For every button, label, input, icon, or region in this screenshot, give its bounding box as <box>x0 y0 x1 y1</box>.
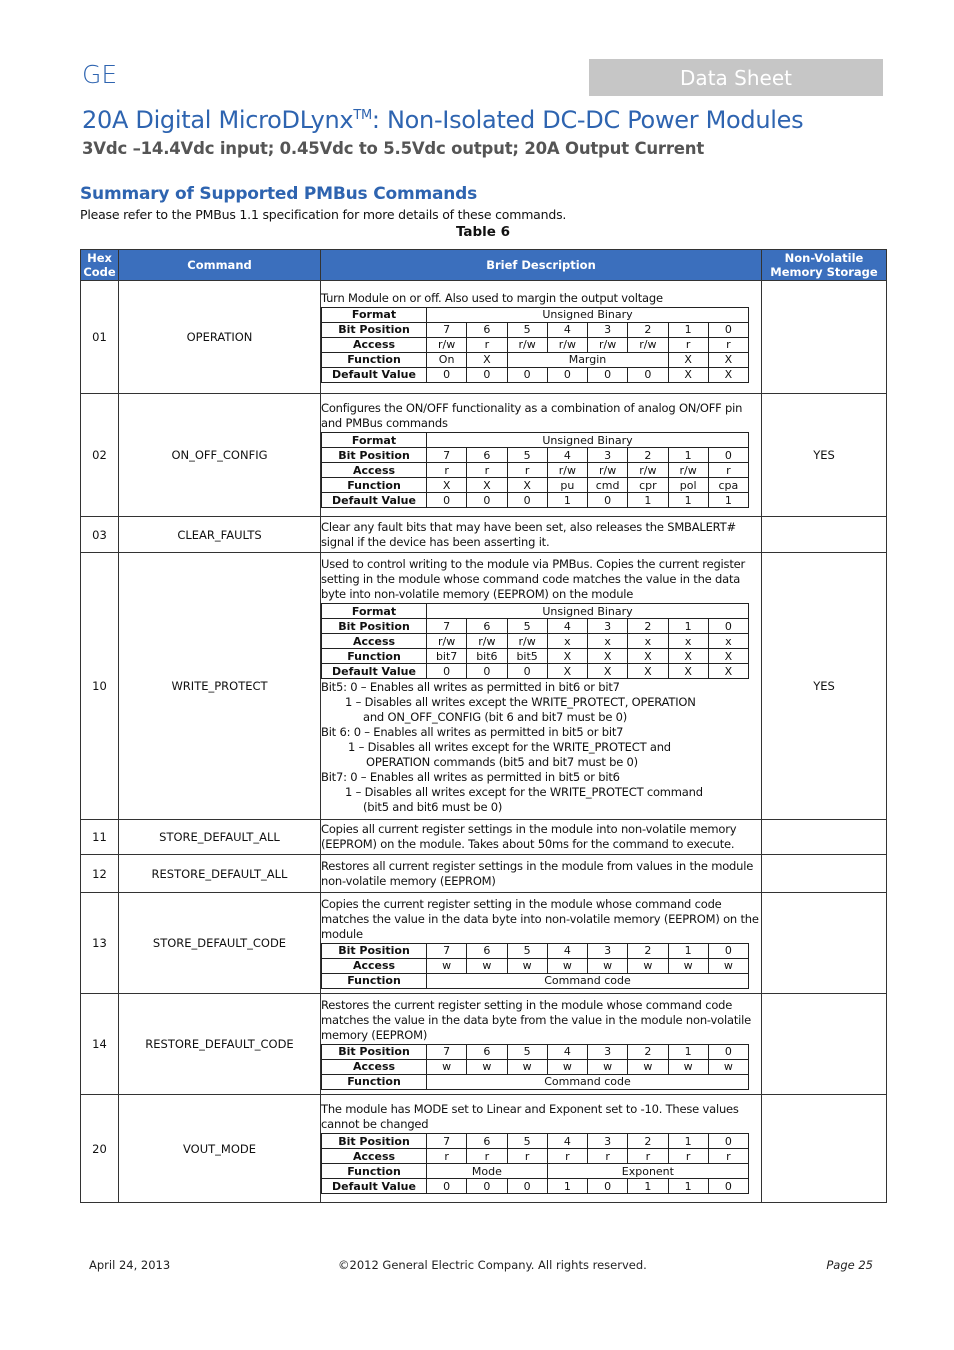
default-value-row <box>322 493 749 508</box>
bit-cell: 3 <box>588 619 628 634</box>
bit-cell: 5 <box>507 619 547 634</box>
bit-cell: r <box>467 463 507 478</box>
bit-cell: 5 <box>507 1134 547 1149</box>
footer-page-number: Page 25 <box>826 1258 873 1272</box>
bit-cell: 1 <box>547 1179 587 1194</box>
bit-cell: 7 <box>427 448 467 463</box>
bit-position-row <box>322 1134 749 1149</box>
hex-code: 13 <box>81 893 119 994</box>
bit-cell: 2 <box>628 619 668 634</box>
bit-cell: 0 <box>588 1179 628 1194</box>
bit-cell: 6 <box>467 943 507 958</box>
bit-cell: r/w <box>427 634 467 649</box>
table-caption: Table 6 <box>455 224 511 240</box>
bit-cell: 0 <box>427 1179 467 1194</box>
table-row <box>81 281 887 394</box>
row-label: Default Value <box>322 1179 427 1194</box>
header-hex-code: Hex Code <box>81 250 119 281</box>
bit-cell: X <box>708 352 748 367</box>
description-text: Clear any fault bits that may have been set, also releases the SMBALERT# signal if the device has been asserting it. <box>321 519 736 549</box>
bit-cell: 5 <box>507 1044 547 1059</box>
default-value-row <box>322 367 749 382</box>
bit-cell: 6 <box>467 1134 507 1149</box>
table-row <box>81 553 887 820</box>
bit-cell: x <box>547 634 587 649</box>
row-label: Access <box>322 1149 427 1164</box>
bit-table <box>321 432 749 508</box>
bit-cell: 2 <box>628 1134 668 1149</box>
bit-cell: 0 <box>467 493 507 508</box>
bit-cell: 6 <box>467 322 507 337</box>
hex-code: 12 <box>81 855 119 893</box>
bit-cell: r <box>708 337 748 352</box>
note-line: Bit7: 0 – Enables all writes as permitted in bit5 or bit6 <box>321 770 620 784</box>
bit-cell: 7 <box>427 322 467 337</box>
row-label: Format <box>322 604 427 619</box>
format-value: Unsigned Binary <box>427 307 749 322</box>
nvm-storage: YES <box>762 394 887 517</box>
bit-cell: X <box>668 664 708 679</box>
row-label: Default Value <box>322 493 427 508</box>
bit-cell: 4 <box>547 322 587 337</box>
bit-cell: X <box>708 664 748 679</box>
bit-cell: 0 <box>427 367 467 382</box>
bit-cell: 4 <box>547 1044 587 1059</box>
brief-description <box>321 820 762 855</box>
bit-cell: 2 <box>628 1044 668 1059</box>
bit-cell: r <box>628 1149 668 1164</box>
description-text: Copies all current register settings in the module into non-volatile memory (EEPROM) on the module. Takes about 50ms for the command to execute. <box>321 822 737 851</box>
bit-cell: 0 <box>467 367 507 382</box>
bit-table <box>321 1133 749 1194</box>
command-name: STORE_DEFAULT_CODE <box>119 893 321 994</box>
bit-cell: r/w <box>467 634 507 649</box>
hex-code: 02 <box>81 394 119 517</box>
access-row <box>322 1149 749 1164</box>
row-label: Bit Position <box>322 448 427 463</box>
bit-cell: 7 <box>427 1044 467 1059</box>
bit-cell: r <box>588 1149 628 1164</box>
bit-cell: 5 <box>507 448 547 463</box>
footer-date: April 24, 2013 <box>89 1258 171 1272</box>
bit-cell: r <box>467 1149 507 1164</box>
bit-cell: 1 <box>668 322 708 337</box>
bit-cell: w <box>507 1059 547 1074</box>
bit-cell: r/w <box>588 337 628 352</box>
table-header-row <box>81 250 887 281</box>
table-row <box>81 855 887 893</box>
bit-position-row <box>322 1044 749 1059</box>
table-row <box>81 1095 887 1203</box>
header-non-volatile: Non-Volatile Memory Storage <box>762 250 887 281</box>
bit-cell: x <box>588 634 628 649</box>
command-name: VOUT_MODE <box>119 1095 321 1203</box>
brief-description <box>321 281 762 394</box>
bit-cell: cpa <box>708 478 748 493</box>
nvm-storage <box>762 820 887 855</box>
bit-cell: w <box>708 958 748 973</box>
access-row <box>322 1059 749 1074</box>
bit-cell: 0 <box>708 1044 748 1059</box>
bit-cell: r <box>507 463 547 478</box>
nvm-storage <box>762 281 887 394</box>
bit-cell: X <box>547 649 587 664</box>
row-label: Bit Position <box>322 1134 427 1149</box>
bit-cell: 0 <box>708 1179 748 1194</box>
row-label: Bit Position <box>322 322 427 337</box>
description-text: Turn Module on or off. Also used to margin the output voltage <box>321 290 663 305</box>
bit-cell: w <box>467 1059 507 1074</box>
default-value-row <box>322 664 749 679</box>
bit-cell: 0 <box>588 493 628 508</box>
bit-cell: 3 <box>588 1134 628 1149</box>
function-row <box>322 1164 749 1179</box>
bit-cell: 7 <box>427 619 467 634</box>
bit-cell: 0 <box>628 367 668 382</box>
title-rest: : Non-Isolated DC-DC Power Modules <box>371 106 804 134</box>
bit-cell: w <box>668 958 708 973</box>
bit-cell: bit5 <box>507 649 547 664</box>
table-row <box>81 820 887 855</box>
bit-cell: w <box>588 1059 628 1074</box>
row-label: Bit Position <box>322 619 427 634</box>
bit-cell: w <box>628 958 668 973</box>
note-line: and ON_OFF_CONFIG (bit 6 and bit7 must be 0) <box>363 710 628 724</box>
row-label: Function <box>322 973 427 988</box>
bit-cell: 7 <box>427 1134 467 1149</box>
bit-cell: X <box>588 649 628 664</box>
bit-cell: r <box>708 463 748 478</box>
command-name: ON_OFF_CONFIG <box>119 394 321 517</box>
table-row <box>81 394 887 517</box>
bit-cell: x <box>668 634 708 649</box>
bit-cell: r/w <box>628 463 668 478</box>
bit-cell: 1 <box>668 943 708 958</box>
bit-cell: 1 <box>668 1134 708 1149</box>
bit-cell: 4 <box>547 943 587 958</box>
bit-cell: 3 <box>588 322 628 337</box>
format-row <box>322 433 749 448</box>
table-row <box>81 893 887 994</box>
bit-cell: 1 <box>668 448 708 463</box>
bit-cell: 0 <box>708 1134 748 1149</box>
bit-cell: r/w <box>507 634 547 649</box>
brief-description <box>321 553 762 820</box>
row-label: Function <box>322 649 427 664</box>
bit-cell: w <box>547 1059 587 1074</box>
bit-cell: X <box>668 367 708 382</box>
bit-position-row <box>322 619 749 634</box>
function-row <box>322 478 749 493</box>
bit-cell: r/w <box>628 337 668 352</box>
bit-cell: 6 <box>467 1044 507 1059</box>
default-value-row <box>322 1179 749 1194</box>
header-brief-description: Brief Description <box>321 250 762 281</box>
bit-cell: x <box>708 634 748 649</box>
nvm-storage <box>762 855 887 893</box>
bit-cell: 5 <box>507 943 547 958</box>
note-line: 1 – Disables all writes except for the WRITE_PROTECT and <box>348 740 671 754</box>
pmbus-commands-table <box>80 249 887 1203</box>
bit-cell: bit7 <box>427 649 467 664</box>
description-text: The module has MODE set to Linear and Exponent set to -10. These values cannot be changed <box>321 1102 739 1131</box>
row-label: Format <box>322 433 427 448</box>
bit-cell: 0 <box>507 1179 547 1194</box>
row-label: Access <box>322 1059 427 1074</box>
bit-cell: 0 <box>588 367 628 382</box>
brief-description <box>321 394 762 517</box>
bit-cell: 1 <box>668 493 708 508</box>
bit-cell: 4 <box>547 619 587 634</box>
table-row <box>81 994 887 1095</box>
row-label: Bit Position <box>322 943 427 958</box>
access-row <box>322 463 749 478</box>
bit-cell: w <box>427 1059 467 1074</box>
bit-cell: w <box>668 1059 708 1074</box>
bit-cell: r <box>467 337 507 352</box>
bit-cell: r/w <box>547 463 587 478</box>
bit-cell: r <box>547 1149 587 1164</box>
bit-cell: X <box>668 352 708 367</box>
header-command: Command <box>119 250 321 281</box>
bit-cell: 0 <box>427 664 467 679</box>
bit-cell: 5 <box>507 322 547 337</box>
bit-cell: bit6 <box>467 649 507 664</box>
bit-cell: 4 <box>547 448 587 463</box>
bit-cell: 3 <box>588 943 628 958</box>
command-name: WRITE_PROTECT <box>119 553 321 820</box>
bit-cell: 3 <box>588 1044 628 1059</box>
command-name: OPERATION <box>119 281 321 394</box>
bit-cell: 0 <box>467 1179 507 1194</box>
bit-cell: r/w <box>507 337 547 352</box>
row-label: Access <box>322 958 427 973</box>
format-row <box>322 307 749 322</box>
bit-cell: X <box>668 649 708 664</box>
bit-cell: 1 <box>668 1179 708 1194</box>
description-text: Restores all current register settings in the module from values in the module non-volatile memory (EEPROM) <box>321 858 754 888</box>
brief-description <box>321 1095 762 1203</box>
bit-cell: w <box>708 1059 748 1074</box>
bit-cell: 3 <box>588 448 628 463</box>
command-name: RESTORE_DEFAULT_ALL <box>119 855 321 893</box>
row-label: Default Value <box>322 664 427 679</box>
row-label: Format <box>322 307 427 322</box>
bit-cell: X <box>628 649 668 664</box>
brief-description <box>321 517 762 553</box>
description-text: Restores the current register setting in the module whose command code matches the value in the data byte from the value in the module non-volatile memory (EEPROM) <box>321 997 752 1042</box>
bit-cell: r/w <box>547 337 587 352</box>
bit-cell: 1 <box>708 493 748 508</box>
access-row <box>322 337 749 352</box>
bit-cell: r/w <box>427 337 467 352</box>
bit-cell: 0 <box>427 493 467 508</box>
doc-type-label: Data Sheet <box>680 65 792 90</box>
data-sheet-banner <box>589 59 883 96</box>
function-value: Command code <box>427 1074 749 1089</box>
function-value: Command code <box>427 973 749 988</box>
bit-cell: x <box>628 634 668 649</box>
bit-cell: X <box>547 664 587 679</box>
bit-cell: r <box>668 337 708 352</box>
note-line: Bit 6: 0 – Enables all writes as permitted in bit5 or bit7 <box>321 725 624 739</box>
nvm-storage <box>762 893 887 994</box>
bit-cell: 1 <box>628 1179 668 1194</box>
bit-cell: pol <box>668 478 708 493</box>
bit-cell: w <box>588 958 628 973</box>
function-row <box>322 649 749 664</box>
bit-table <box>321 1044 749 1090</box>
bit-position-row <box>322 448 749 463</box>
bit-table <box>321 943 749 989</box>
bit-cell: X <box>427 478 467 493</box>
bit-cell: On <box>427 352 467 367</box>
title-main: 20A Digital MicroDLynx <box>82 106 354 134</box>
note-line: Bit5: 0 – Enables all writes as permitted in bit6 or bit7 <box>321 680 620 694</box>
bit-cell: 0 <box>507 493 547 508</box>
row-label: Function <box>322 1164 427 1179</box>
page-title <box>82 106 803 134</box>
description-text: Copies the current register setting in the module whose command code matches the value in the data byte into non-volatile memory (EEPROM) on the module <box>321 896 759 941</box>
bit-cell: w <box>467 958 507 973</box>
bit-cell: 2 <box>628 322 668 337</box>
bit-cell: r/w <box>668 463 708 478</box>
function-exponent: Exponent <box>547 1164 748 1179</box>
description-text: Configures the ON/OFF functionality as a combination of analog ON/OFF pin and PMBus commands <box>321 401 743 430</box>
bit-cell: X <box>467 352 507 367</box>
bit-cell: r <box>427 463 467 478</box>
hex-code: 01 <box>81 281 119 394</box>
function-row <box>322 973 749 988</box>
hex-code: 14 <box>81 994 119 1095</box>
bit-position-row <box>322 943 749 958</box>
bit-cell: 1 <box>668 619 708 634</box>
hex-code: 10 <box>81 553 119 820</box>
ge-logo: GE <box>82 60 118 89</box>
row-label: Default Value <box>322 367 427 382</box>
bit-cell: w <box>427 958 467 973</box>
bit-cell: 0 <box>708 943 748 958</box>
row-label: Function <box>322 1074 427 1089</box>
nvm-storage: YES <box>762 553 887 820</box>
bit-cell: 7 <box>427 943 467 958</box>
note-line: 1 – Disables all writes except for the WRITE_PROTECT command <box>345 785 703 799</box>
bit-cell: 0 <box>547 367 587 382</box>
bit-position-row <box>322 322 749 337</box>
nvm-storage <box>762 1095 887 1203</box>
bit-cell: 0 <box>708 448 748 463</box>
table-row <box>81 517 887 553</box>
bit-cell: 6 <box>467 448 507 463</box>
brief-description <box>321 893 762 994</box>
hex-code: 03 <box>81 517 119 553</box>
row-label: Access <box>322 337 427 352</box>
bit-cell: r <box>507 1149 547 1164</box>
hex-code: 11 <box>81 820 119 855</box>
bit-cell: 0 <box>507 664 547 679</box>
format-value: Unsigned Binary <box>427 604 749 619</box>
bit-cell: 0 <box>708 322 748 337</box>
bit-cell: 2 <box>628 448 668 463</box>
row-label: Function <box>322 478 427 493</box>
bit-cell: 1 <box>628 493 668 508</box>
row-label: Bit Position <box>322 1044 427 1059</box>
bit-cell: w <box>507 958 547 973</box>
bit-cell: 0 <box>507 367 547 382</box>
bit-cell: 1 <box>668 1044 708 1059</box>
bit-cell: cmd <box>588 478 628 493</box>
row-label: Access <box>322 634 427 649</box>
bit-cell: r <box>708 1149 748 1164</box>
bit-cell: X <box>588 664 628 679</box>
bit-cell: 1 <box>547 493 587 508</box>
description-text: Used to control writing to the module via PMBus. Copies the current register setting in the module whose command code matches the value in the data byte into non-volatile memory (EEPROM) on the module <box>321 557 746 601</box>
bit-cell: w <box>628 1059 668 1074</box>
bit-cell: X <box>708 649 748 664</box>
bit-cell: X <box>628 664 668 679</box>
bit-cell: r/w <box>588 463 628 478</box>
footer-copyright: ©2012 General Electric Company. All rights reserved. <box>338 1258 647 1272</box>
access-row <box>322 958 749 973</box>
bit-cell: 2 <box>628 943 668 958</box>
brief-description <box>321 994 762 1095</box>
section-title: Summary of Supported PMBus Commands <box>80 184 478 204</box>
nvm-storage <box>762 994 887 1095</box>
note-line: OPERATION commands (bit5 and bit7 must be 0) <box>366 755 638 769</box>
row-label: Function <box>322 352 427 367</box>
bit-cell: X <box>708 367 748 382</box>
bit-cell: 0 <box>708 619 748 634</box>
command-name: RESTORE_DEFAULT_CODE <box>119 994 321 1095</box>
bit-cell: 4 <box>547 1134 587 1149</box>
bit-cell: X <box>467 478 507 493</box>
bit-cell: pu <box>547 478 587 493</box>
bit-cell: r <box>427 1149 467 1164</box>
section-intro: Please refer to the PMBus 1.1 specification for more details of these commands. <box>80 207 567 222</box>
row-label: Access <box>322 463 427 478</box>
format-value: Unsigned Binary <box>427 433 749 448</box>
note-line: (bit5 and bit6 must be 0) <box>363 800 503 814</box>
trademark-sup: TM <box>353 108 372 123</box>
bit-cell: cpr <box>628 478 668 493</box>
function-row <box>322 352 749 367</box>
bit-cell: r <box>668 1149 708 1164</box>
bit-cell: 0 <box>467 664 507 679</box>
hex-code: 20 <box>81 1095 119 1203</box>
note-line: 1 – Disables all writes except the WRITE_PROTECT, OPERATION <box>345 695 696 709</box>
bit-cell: Margin <box>507 352 668 367</box>
nvm-storage <box>762 517 887 553</box>
brief-description <box>321 855 762 893</box>
function-row <box>322 1074 749 1089</box>
bit-cell: X <box>507 478 547 493</box>
bit-table <box>321 307 749 383</box>
page-subtitle: 3Vdc –14.4Vdc input; 0.45Vdc to 5.5Vdc output; 20A Output Current <box>82 139 705 158</box>
format-row <box>322 604 749 619</box>
access-row <box>322 634 749 649</box>
command-name: STORE_DEFAULT_ALL <box>119 820 321 855</box>
bit-table <box>321 603 749 679</box>
bit-cell: 6 <box>467 619 507 634</box>
command-name: CLEAR_FAULTS <box>119 517 321 553</box>
bit-cell: w <box>547 958 587 973</box>
function-mode: Mode <box>427 1164 548 1179</box>
